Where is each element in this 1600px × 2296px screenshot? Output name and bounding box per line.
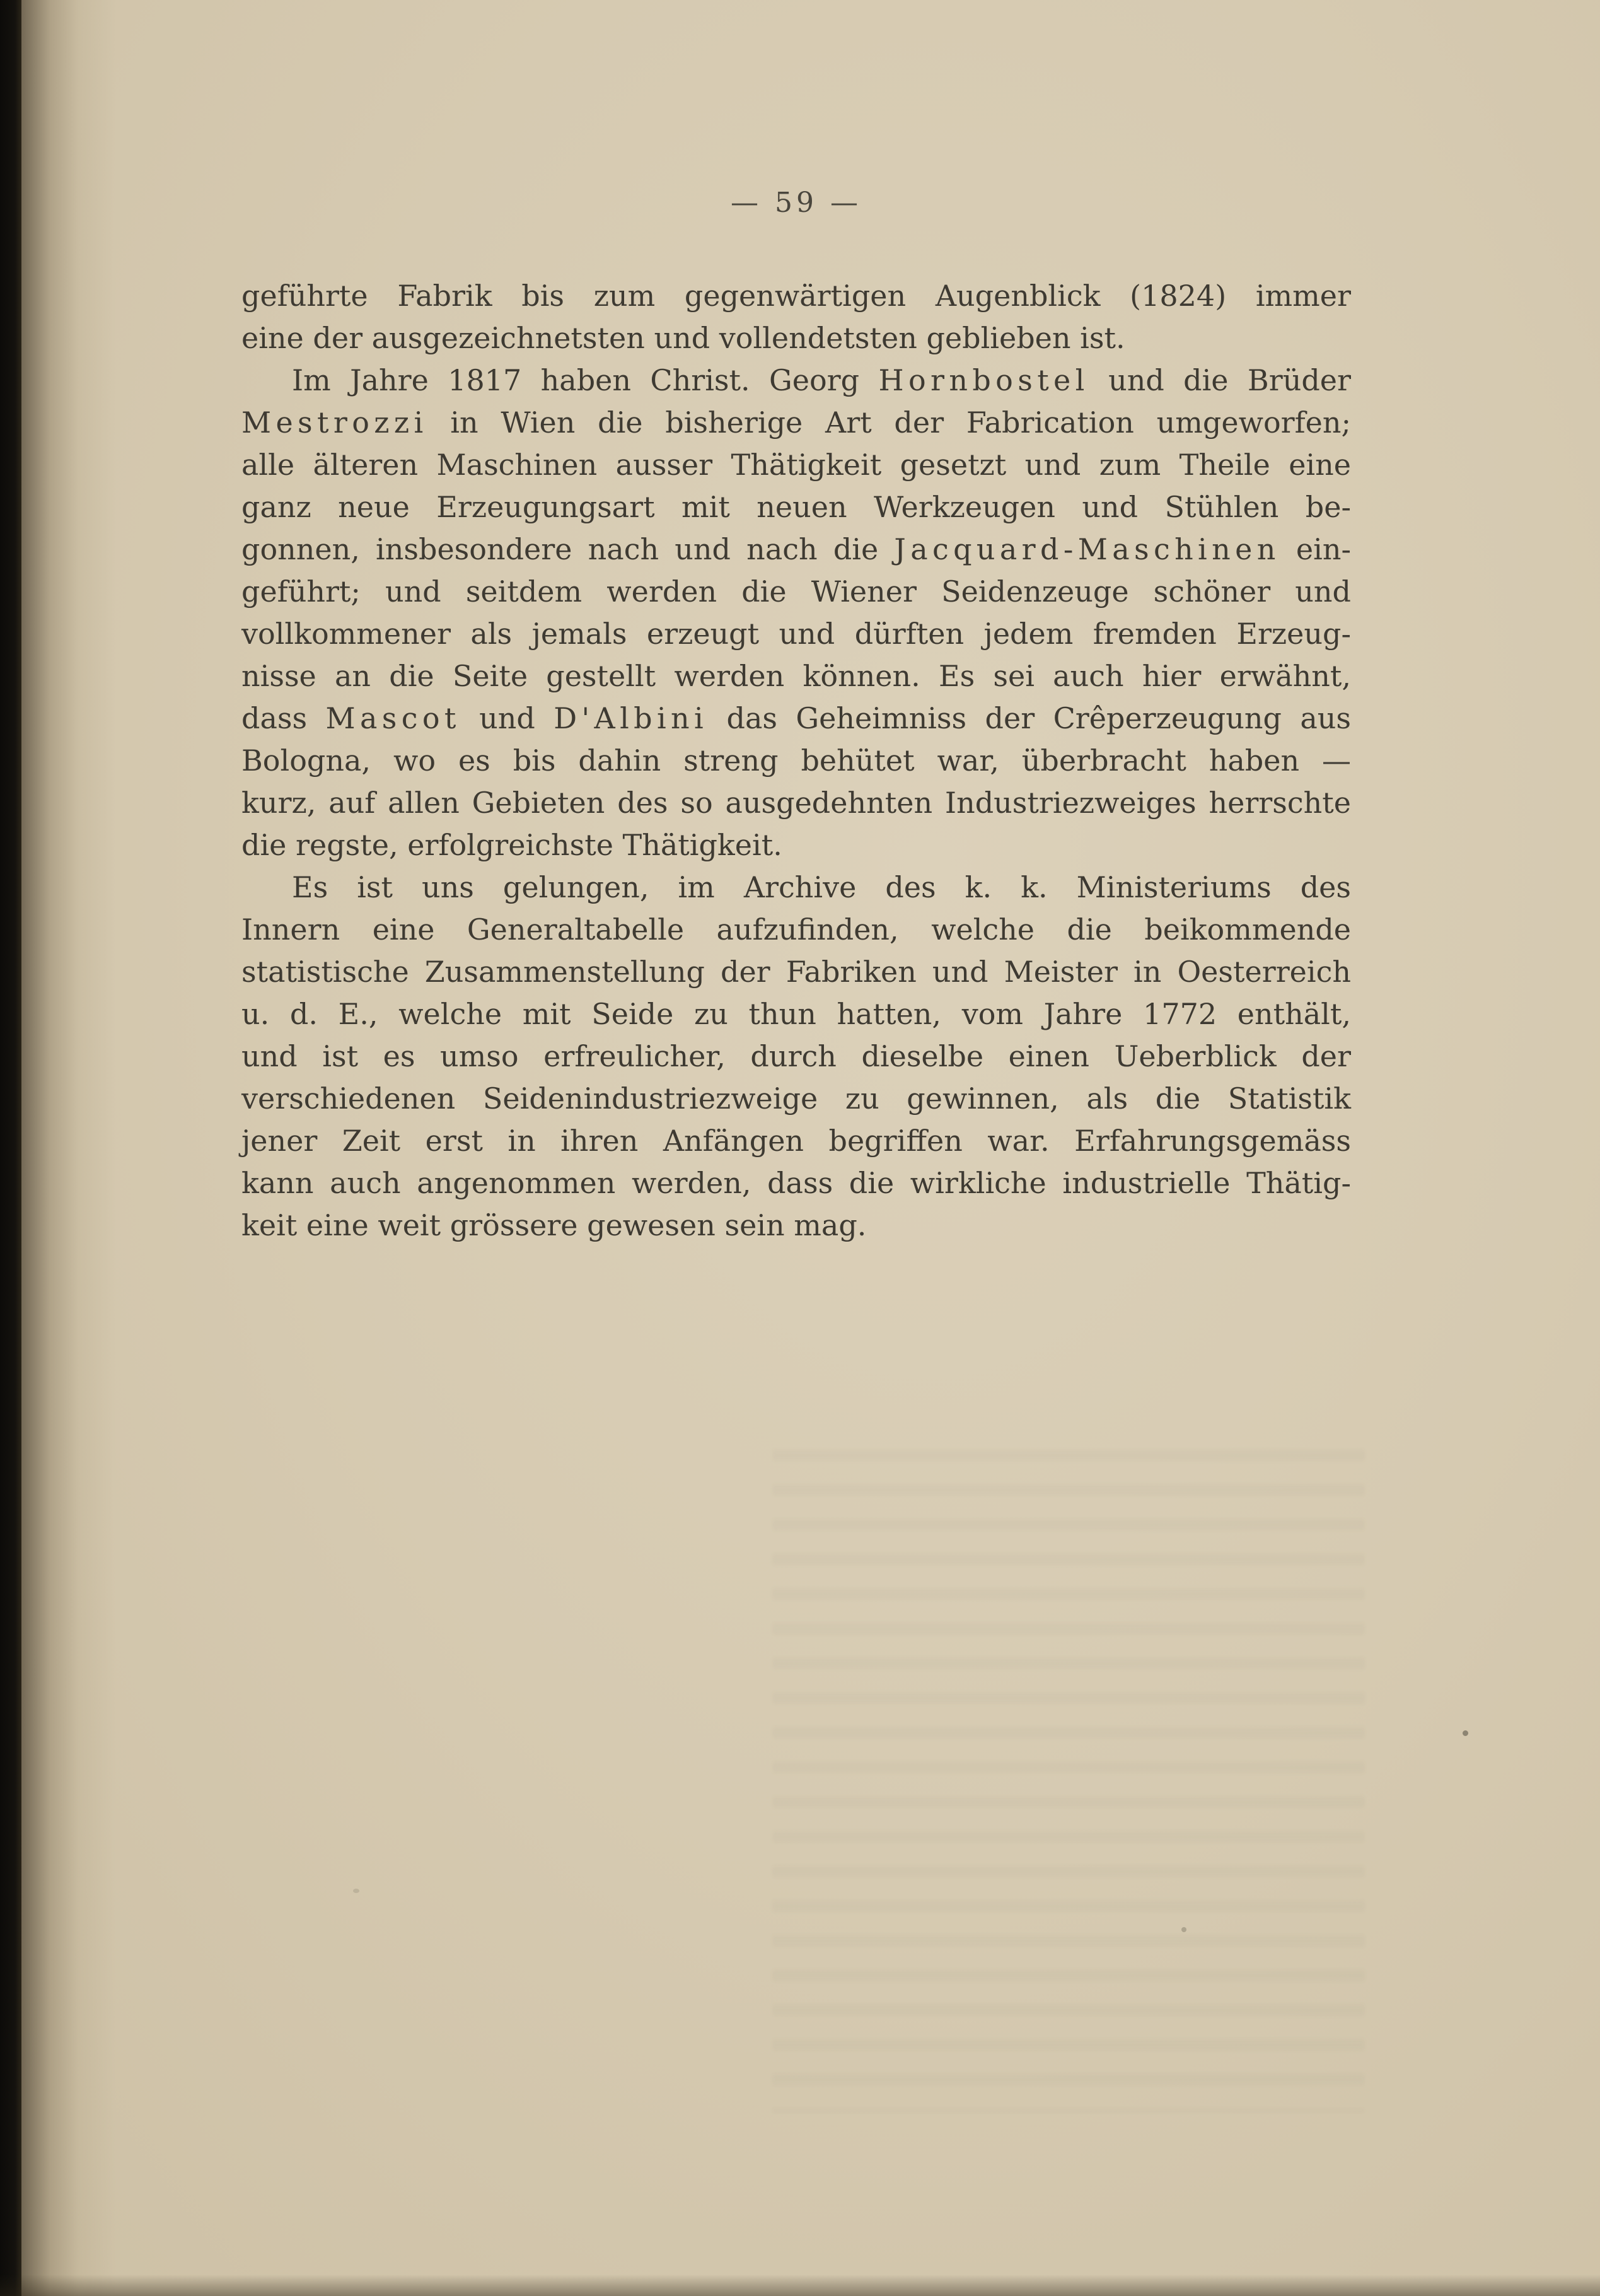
text-run: Im Jahre 1817 haben Christ. Georg <box>292 363 879 397</box>
text-run: keit eine weit grössere gewesen sein mag. <box>241 1208 867 1242</box>
show-through-text <box>772 1428 1365 2112</box>
text-line <box>241 824 1351 866</box>
paragraph <box>241 866 1351 1247</box>
text-run: eine der ausgezeichnetsten und vollendetsten geblieben ist. <box>241 321 1125 355</box>
text-line <box>241 613 1351 655</box>
text-line <box>241 528 1351 571</box>
text-run: ganz neue Erzeugungsart mit neuen Werkzeugen und Stühlen be- <box>241 490 1351 524</box>
text-line <box>241 951 1351 993</box>
text-line <box>241 1035 1351 1078</box>
page-bottom-shadow <box>0 2275 1600 2296</box>
paper-speck <box>1181 1927 1186 1932</box>
text-run: vollkommener als jemals erzeugt und dürften jedem fremden Erzeug- <box>241 617 1351 651</box>
text-run: das Geheimniss der Crêperzeugung aus <box>708 701 1351 735</box>
book-spine-edge <box>0 0 21 2296</box>
page-number: — 59 — <box>731 187 862 219</box>
paragraph <box>241 359 1351 866</box>
text-line <box>241 275 1351 317</box>
letterspaced-name: Jacquard-Maschinen <box>894 532 1280 566</box>
text-run: und ist es umso erfreulicher, durch dieselbe einen Ueberblick der <box>241 1039 1351 1073</box>
text-line <box>241 571 1351 613</box>
text-block <box>241 275 1351 1247</box>
letterspaced-name: Mestrozzi <box>241 405 428 440</box>
text-line <box>241 1162 1351 1204</box>
text-run: die regste, erfolgreichste Thätigkeit. <box>241 828 782 862</box>
text-run: dass <box>241 701 326 735</box>
text-line <box>241 1078 1351 1120</box>
text-run: ein- <box>1280 532 1351 566</box>
text-run: statistische Zusammenstellung der Fabriken und Meister in Oesterreich <box>241 955 1351 989</box>
text-run: Bologna, wo es bis dahin streng behütet war, überbracht haben — <box>241 743 1351 778</box>
text-run: und <box>460 701 554 735</box>
text-line <box>241 697 1351 740</box>
text-run: verschiedenen Seidenindustriezweige zu gewinnen, als die Statistik <box>241 1081 1351 1116</box>
text-line <box>241 402 1351 444</box>
paper-speck <box>353 1889 359 1893</box>
text-line <box>241 782 1351 824</box>
letterspaced-name: Mascot <box>325 701 461 735</box>
text-run: jener Zeit erst in ihren Anfängen begriffen war. Erfahrungsgemäss <box>241 1124 1351 1158</box>
text-run: alle älteren Maschinen ausser Thätigkeit gesetzt und zum Theile eine <box>241 448 1351 482</box>
text-run: u. d. E., welche mit Seide zu thun hatten, vom Jahre 1772 enthält, <box>241 997 1351 1031</box>
text-line <box>241 740 1351 782</box>
text-line <box>241 993 1351 1035</box>
text-line <box>241 317 1351 359</box>
text-run: und die Brüder <box>1089 363 1351 397</box>
text-run: nisse an die Seite gestellt werden können. Es sei auch hier erwähnt, <box>241 659 1351 693</box>
paper-speck <box>1463 1730 1468 1736</box>
text-line <box>241 1120 1351 1162</box>
text-run: geführt; und seitdem werden die Wiener Seidenzeuge schöner und <box>241 574 1351 609</box>
text-run: Innern eine Generaltabelle aufzufinden, welche die beikommende <box>241 912 1351 947</box>
binding-shadow <box>21 0 116 2296</box>
text-line <box>241 655 1351 697</box>
text-run: gonnen, insbesondere nach und nach die <box>241 532 895 566</box>
paragraph <box>241 275 1351 359</box>
text-line <box>241 444 1351 486</box>
letterspaced-name: D'Albini <box>554 701 709 735</box>
text-run: geführte Fabrik bis zum gegenwärtigen Augenblick (1824) immer <box>241 279 1351 313</box>
text-run: in Wien die bisherige Art der Fabrication umgeworfen; <box>427 405 1351 440</box>
text-line <box>241 359 1351 402</box>
letterspaced-name: Hornbostel <box>878 363 1089 397</box>
text-run: kurz, auf allen Gebieten des so ausgedehnten Industriezweiges herrschte <box>241 786 1351 820</box>
text-line <box>241 866 1351 909</box>
text-line <box>241 1204 1351 1247</box>
text-line <box>241 486 1351 528</box>
text-line <box>241 909 1351 951</box>
text-run: Es ist uns gelungen, im Archive des k. k. Ministeriums des <box>292 870 1351 904</box>
text-run: kann auch angenommen werden, dass die wirkliche industrielle Thätig- <box>241 1166 1351 1200</box>
